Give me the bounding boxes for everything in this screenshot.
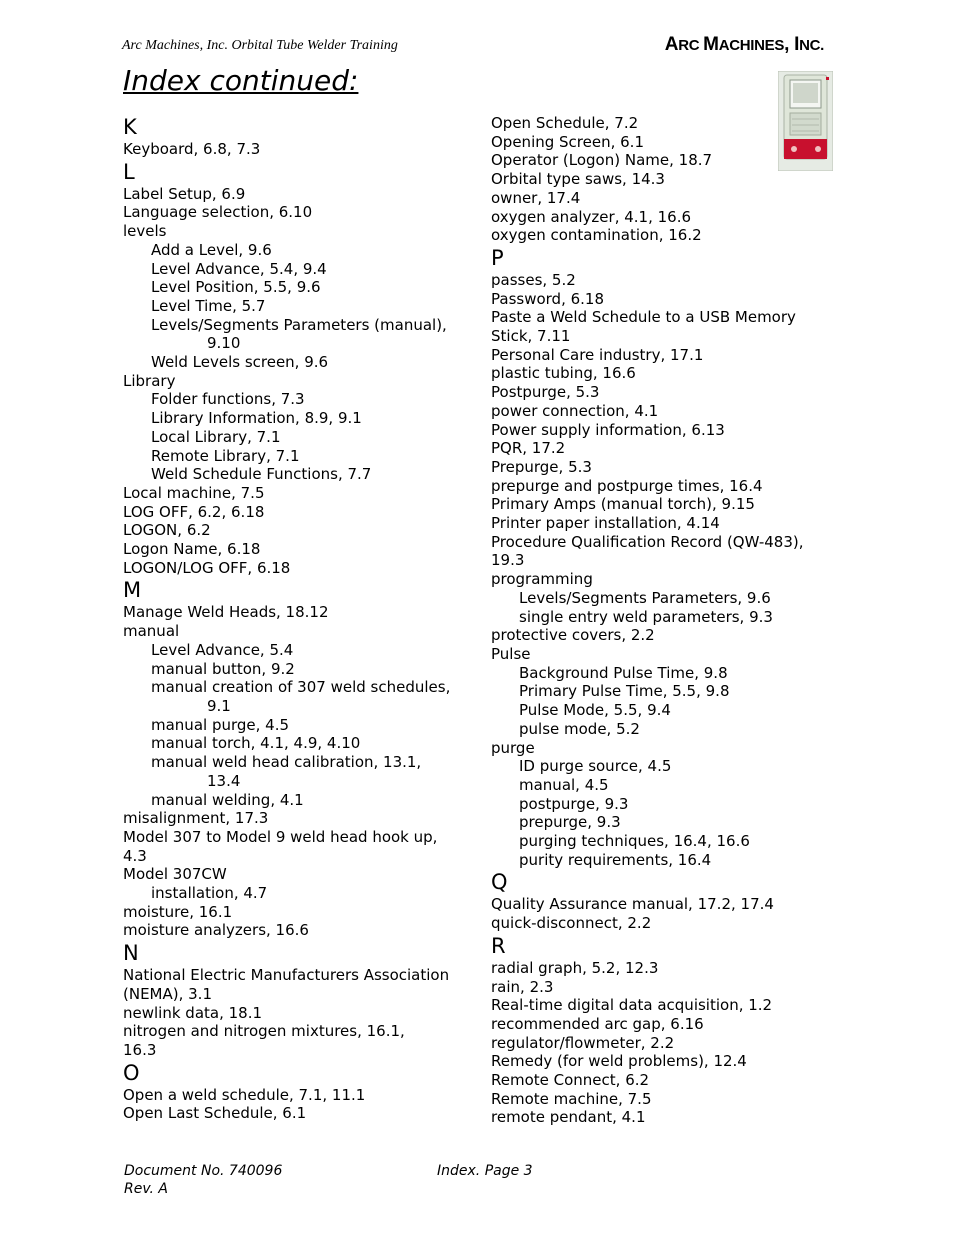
index-entry: radial graph, 5.2, 12.3 — [491, 958, 659, 977]
index-subentry: Primary Pulse Time, 5.5, 9.8 — [519, 682, 730, 701]
index-subentry: manual purge, 4.5 — [151, 715, 290, 734]
index-entry: regulator/flowmeter, 2.2 — [491, 1033, 675, 1052]
index-entry: 16.3 — [123, 1040, 157, 1059]
index-entry: Keyboard, 6.8, 7.3 — [123, 140, 261, 158]
index-entry: Remote Connect, 6.2 — [491, 1071, 650, 1090]
index-entry: Pulse — [491, 644, 531, 663]
index-subentry: Local Library, 7.1 — [151, 427, 281, 446]
index-subentry: Level Time, 5.7 — [151, 296, 266, 315]
index-column-left — [123, 114, 463, 1123]
index-entry: National Electric Manufacturers Association — [123, 966, 450, 985]
index-subentry: Levels/Segments Parameters, 9.6 — [519, 588, 771, 607]
index-entry: quick-disconnect, 2.2 — [491, 914, 652, 933]
index-entry: LOGON, 6.2 — [123, 521, 211, 540]
index-entry: Open a weld schedule, 7.1, 11.1 — [123, 1085, 366, 1104]
index-entry: oxygen contamination, 16.2 — [491, 226, 702, 245]
index-letter-heading: R — [491, 933, 506, 958]
index-subentry: single entry weld parameters, 9.3 — [519, 607, 773, 626]
brand-logo: ARC MACHINES, INC. — [664, 34, 824, 55]
index-entry: Power supply information, 6.13 — [491, 420, 725, 439]
index-entry: Primary Amps (manual torch), 9.15 — [491, 495, 755, 514]
index-entry: Paste a Weld Schedule to a USB Memory — [491, 308, 796, 327]
index-entry: Procedure Qualification Record (QW-483), — [491, 532, 804, 551]
index-entry: Remedy (for weld problems), 12.4 — [491, 1052, 747, 1071]
index-entry: moisture analyzers, 16.6 — [123, 921, 309, 940]
index-letter-heading: M — [123, 578, 142, 603]
index-entry: 19.3 — [491, 551, 525, 570]
index-entry: Model 307 to Model 9 weld head hook up, — [123, 827, 438, 846]
index-entry: misalignment, 17.3 — [123, 809, 269, 828]
index-subentry: installation, 4.7 — [151, 884, 268, 903]
document-header-title: Arc Machines, Inc. Orbital Tube Welder Training — [122, 38, 398, 53]
index-entry: manual — [123, 622, 180, 641]
index-subentry: manual torch, 4.1, 4.9, 4.10 — [151, 734, 361, 753]
index-subentry: manual creation of 307 weld schedules, — [151, 678, 451, 697]
page-title: Index continued: — [123, 64, 359, 97]
index-subentry: Remote Library, 7.1 — [151, 446, 300, 465]
index-entry: Remote machine, 7.5 — [491, 1089, 652, 1108]
index-entry: Printer paper installation, 4.14 — [491, 514, 720, 533]
index-entry: rain, 2.3 — [491, 977, 554, 996]
index-entry: oxygen analyzer, 4.1, 16.6 — [491, 207, 692, 226]
index-entry: programming — [491, 570, 593, 589]
index-subentry: Levels/Segments Parameters (manual), — [151, 315, 447, 334]
index-entry: Library — [123, 371, 176, 390]
index-letter-heading: P — [491, 245, 504, 270]
footer-document-number: Document No. 740096 — [124, 1163, 283, 1179]
index-subentry: Background Pulse Time, 9.8 — [519, 663, 728, 682]
index-entry: recommended arc gap, 6.16 — [491, 1014, 704, 1033]
index-entry: Logon Name, 6.18 — [123, 540, 261, 559]
index-entry: Local machine, 7.5 — [123, 483, 265, 502]
index-entry: Open Schedule, 7.2 — [491, 114, 639, 132]
index-subentry: Library Information, 8.9, 9.1 — [151, 409, 362, 428]
index-letter-heading: K — [123, 115, 137, 139]
index-entry: Operator (Logon) Name, 18.7 — [491, 151, 713, 170]
index-subentry: pulse mode, 5.2 — [519, 719, 640, 738]
index-subentry: postpurge, 9.3 — [519, 794, 629, 813]
index-subentry: Level Position, 5.5, 9.6 — [151, 278, 321, 297]
footer-revision: Rev. A — [124, 1181, 168, 1197]
index-entry: Password, 6.18 — [491, 289, 604, 308]
index-subentry: manual weld head calibration, 13.1, — [151, 753, 422, 772]
index-subentry: Folder functions, 7.3 — [151, 390, 305, 409]
index-subentry: manual welding, 4.1 — [151, 790, 304, 809]
index-entry: Model 307CW — [123, 865, 227, 884]
index-subentry: manual, 4.5 — [519, 775, 609, 794]
footer-page-number: Index. Page 3 — [437, 1163, 533, 1179]
index-entry: PQR, 17.2 — [491, 439, 566, 458]
index-entry: levels — [123, 222, 167, 241]
index-entry: LOGON/LOG OFF, 6.18 — [123, 558, 291, 577]
index-entry-continuation: 9.1 — [207, 696, 231, 715]
index-entry-continuation: 13.4 — [207, 771, 241, 790]
index-entry: Opening Screen, 6.1 — [491, 132, 644, 151]
footer-document-info — [124, 1162, 282, 1198]
index-subentry: manual button, 9.2 — [151, 659, 295, 678]
index-entry: prepurge and postpurge times, 16.4 — [491, 476, 763, 495]
index-entry: purge — [491, 738, 535, 757]
index-subentry: Level Advance, 5.4 — [151, 640, 294, 659]
index-subentry: Level Advance, 5.4, 9.4 — [151, 259, 327, 278]
index-entry: Stick, 7.11 — [491, 327, 571, 346]
index-entry: owner, 17.4 — [491, 188, 581, 207]
index-subentry: Add a Level, 9.6 — [151, 240, 272, 259]
index-entry: Label Setup, 6.9 — [123, 184, 246, 203]
index-entry: moisture, 16.1 — [123, 902, 233, 921]
index-entry: Manage Weld Heads, 18.12 — [123, 603, 329, 622]
index-entry: nitrogen and nitrogen mixtures, 16.1, — [123, 1022, 405, 1041]
index-entry: Language selection, 6.10 — [123, 203, 313, 222]
index-entry: Postpurge, 5.3 — [491, 383, 600, 402]
index-subentry: purging techniques, 16.4, 16.6 — [519, 832, 750, 851]
index-entry: remote pendant, 4.1 — [491, 1108, 646, 1127]
index-entry: passes, 5.2 — [491, 270, 576, 289]
index-letter-heading: Q — [491, 870, 508, 895]
index-subentry: prepurge, 9.3 — [519, 813, 621, 832]
index-letter-heading: L — [123, 159, 135, 184]
index-subentry: ID purge source, 4.5 — [519, 757, 672, 776]
index-entry: Open Last Schedule, 6.1 — [123, 1104, 307, 1123]
index-subentry: Weld Schedule Functions, 7.7 — [151, 465, 372, 484]
index-subentry: purity requirements, 16.4 — [519, 850, 712, 869]
index-subentry: Weld Levels screen, 9.6 — [151, 353, 329, 372]
index-entry: 4.3 — [123, 846, 147, 865]
index-entry: LOG OFF, 6.2, 6.18 — [123, 502, 265, 521]
index-letter-heading: O — [123, 1060, 140, 1085]
index-entry: power connection, 4.1 — [491, 401, 659, 420]
index-column-right — [491, 114, 831, 1127]
index-subentry: Pulse Mode, 5.5, 9.4 — [519, 701, 671, 720]
index-entry: protective covers, 2.2 — [491, 626, 655, 645]
index-entry: newlink data, 18.1 — [123, 1003, 263, 1022]
index-letter-heading: N — [123, 941, 139, 966]
index-entry-continuation: 9.10 — [207, 334, 241, 353]
index-entry: Orbital type saws, 14.3 — [491, 170, 665, 189]
index-entry: Prepurge, 5.3 — [491, 457, 592, 476]
index-entry: Quality Assurance manual, 17.2, 17.4 — [491, 895, 774, 914]
index-entry: Personal Care industry, 17.1 — [491, 345, 704, 364]
index-entry: plastic tubing, 16.6 — [491, 364, 636, 383]
index-entry: Real-time digital data acquisition, 1.2 — [491, 996, 773, 1015]
index-entry: (NEMA), 3.1 — [123, 984, 212, 1003]
